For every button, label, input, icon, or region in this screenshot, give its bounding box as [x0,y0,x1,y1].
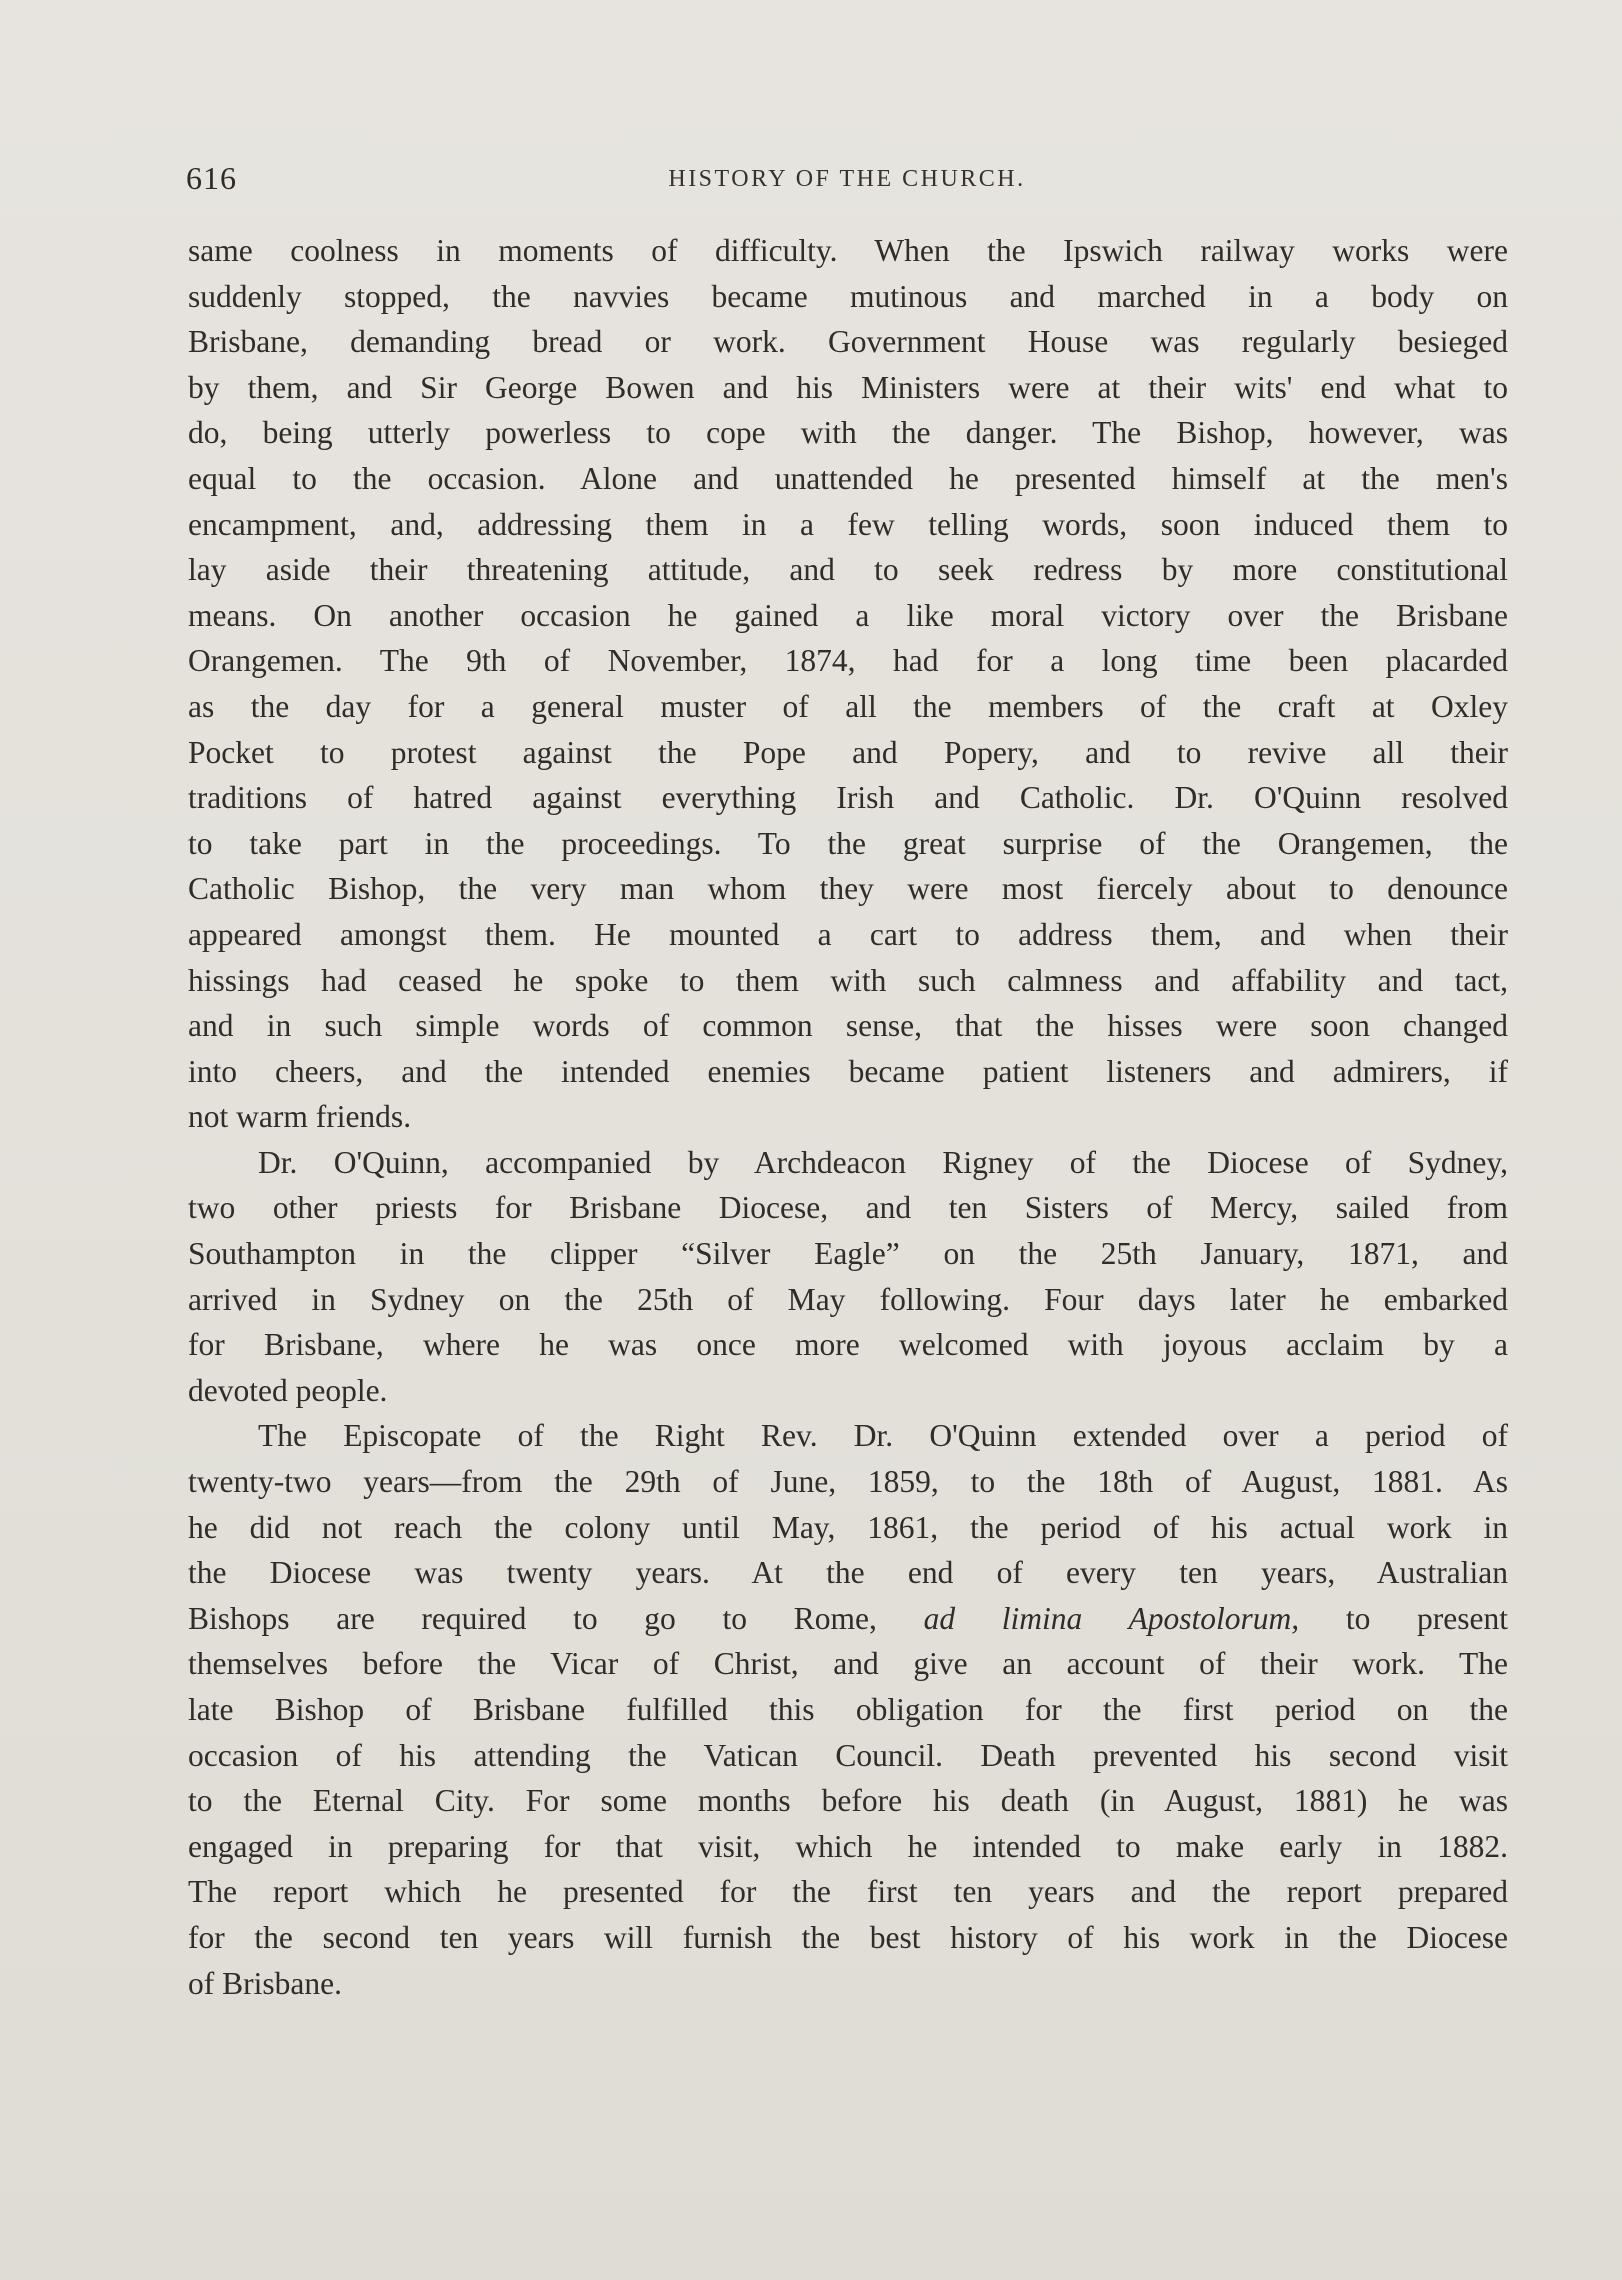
text-line: The report which he presented for the first ten years and the report prepared [188,1874,1508,1910]
text-line: equal to the occasion. Alone and unattended he presented himself at the men's [188,460,1508,496]
text-line: for Brisbane, where he was once more welcomed with joyous acclaim by a [188,1327,1508,1363]
text-line: devoted people. [188,1372,388,1408]
paragraph-3 [188,1413,1508,2006]
text-line: means. On another occasion he gained a like moral victory over the Brisbane [188,597,1508,633]
text-line: not warm friends. [188,1099,412,1135]
body-text [188,228,1508,2006]
paragraph-1 [188,228,1508,1140]
text-line: The Episcopate of the Right Rev. Dr. O'Quinn extended over a period of [258,1418,1508,1454]
text-line: arrived in Sydney on the 25th of May following. Four days later he embarked [188,1281,1508,1317]
text-line: he did not reach the colony until May, 1861, the period of his actual work in [188,1509,1508,1545]
text-line: traditions of hatred against everything Irish and Catholic. Dr. O'Quinn resolved [188,780,1508,816]
italic-phrase: ad limina Apostolorum, [923,1600,1300,1636]
text-line: Brisbane, demanding bread or work. Government House was regularly besieged [188,324,1508,360]
text-line-with-italic [188,1596,1508,1642]
text-line: to the Eternal City. For some months before his death (in August, 1881) he was [188,1783,1508,1819]
text-line: as the day for a general muster of all the members of the craft at Oxley [188,688,1508,724]
text-line: suddenly stopped, the navvies became mutinous and marched in a body on [188,278,1508,314]
text-line: Catholic Bishop, the very man whom they were most fiercely about to denounce [188,871,1508,907]
text-line: to take part in the proceedings. To the great surprise of the Orangemen, the [188,825,1508,861]
text-line: Dr. O'Quinn, accompanied by Archdeacon Rigney of the Diocese of Sydney, [258,1144,1508,1180]
text-line: late Bishop of Brisbane fulfilled this obligation for the first period on the [188,1692,1508,1727]
text-line: twenty-two years—from the 29th of June, 1859, to the 18th of August, 1881. As [188,1464,1508,1500]
text-segment: to present [1345,1600,1508,1636]
running-head: HISTORY OF THE CHURCH. [668,166,1026,192]
text-segment: Bishops are required to go to Rome, [188,1600,877,1636]
text-line: engaged in preparing for that visit, which he intended to make early in 1882. [188,1828,1508,1864]
text-line: into cheers, and the intended enemies became patient listeners and admirers, if [188,1053,1508,1089]
text-line: two other priests for Brisbane Diocese, and ten Sisters of Mercy, sailed from [188,1190,1508,1226]
text-line: Pocket to protest against the Pope and Popery, and to revive all their [188,734,1508,770]
text-line: lay aside their threatening attitude, and to seek redress by more constitutional [188,552,1508,588]
text-line: themselves before the Vicar of Christ, and give an account of their work. The [188,1646,1508,1682]
text-line: occasion of his attending the Vatican Council. Death prevented his second visit [188,1737,1508,1773]
text-line: do, being utterly powerless to cope with the danger. The Bishop, however, was [188,415,1508,451]
page-header [186,160,1508,200]
text-line: same coolness in moments of difficulty. When the Ipswich railway works were [188,233,1508,268]
text-line: for the second ten years will furnish the best history of his work in the Diocese [188,1919,1508,1955]
text-line: appeared amongst them. He mounted a cart to address them, and when their [188,916,1508,952]
page-number: 616 [186,160,237,196]
text-line: of Brisbane. [188,1965,342,2001]
text-line: and in such simple words of common sense, that the hisses were soon changed [188,1008,1508,1044]
text-line: Orangemen. The 9th of November, 1874, had for a long time been placarded [188,643,1508,679]
text-line: the Diocese was twenty years. At the end of every ten years, Australian [188,1555,1508,1591]
text-line: hissings had ceased he spoke to them with such calmness and affability and tact, [188,962,1508,998]
paragraph-2 [188,1140,1508,1414]
text-line: Southampton in the clipper “Silver Eagle” on the 25th January, 1871, and [188,1236,1508,1272]
text-line: by them, and Sir George Bowen and his Ministers were at their wits' end what to [188,369,1508,405]
text-line: encampment, and, addressing them in a few telling words, soon induced them to [188,506,1508,542]
